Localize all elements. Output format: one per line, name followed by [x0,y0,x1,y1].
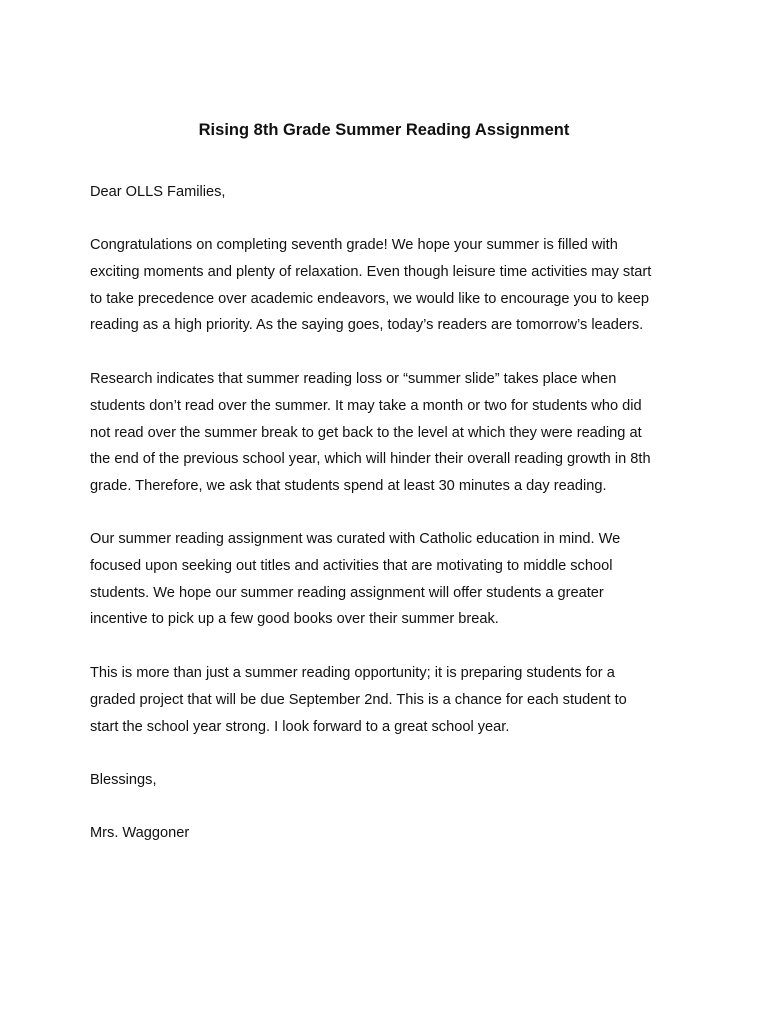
paragraph-line: students. We hope our summer reading assignment will offer students a greater [90,584,604,601]
paragraph-line: reading as a high priority. As the saying goes, today’s readers are tomorrow’s leaders. [90,317,644,334]
paragraph-line: Our summer reading assignment was curated with Catholic education in mind. We [90,531,621,547]
signature: Mrs. Waggoner [90,825,190,841]
paragraph-2 [90,366,690,500]
paragraph-line: graded project that will be due September 2nd. This is a chance for each student to [90,691,627,708]
paragraph-line: focused upon seeking out titles and activities that are motivating to middle school [90,557,613,574]
paragraph-line: students don’t read over the summer. It may take a month or two for students who did [90,397,642,414]
paragraph-line: start the school year strong. I look forward to a great school year. [90,718,510,735]
paragraph-line: This is more than just a summer reading opportunity; it is preparing students for a [90,665,615,681]
paragraph-1 [90,232,690,339]
paragraph-line: not read over the summer break to get back to the level at which they were reading at [90,424,642,441]
paragraph-line: to take precedence over academic endeavors, we would like to encourage you to keep [90,290,649,307]
paragraph-line: grade. Therefore, we ask that students spend at least 30 minutes a day reading. [90,478,607,495]
closing: Blessings, [90,772,157,788]
paragraph-3 [90,526,690,633]
paragraph-line: Research indicates that summer reading loss or “summer slide” takes place when [90,371,617,387]
paragraph-line: exciting moments and plenty of relaxation. Even though leisure time activities may start [90,263,652,280]
salutation: Dear OLLS Families, [90,184,226,200]
paragraph-4 [90,660,690,740]
document-title: Rising 8th Grade Summer Reading Assignment [198,121,570,139]
paragraph-line: the end of the previous school year, which will hinder their overall reading growth in 8th [90,451,651,468]
paragraph-line: incentive to pick up a few good books over their summer break. [90,611,499,628]
paragraph-line: Congratulations on completing seventh grade! We hope your summer is filled with [90,237,618,253]
